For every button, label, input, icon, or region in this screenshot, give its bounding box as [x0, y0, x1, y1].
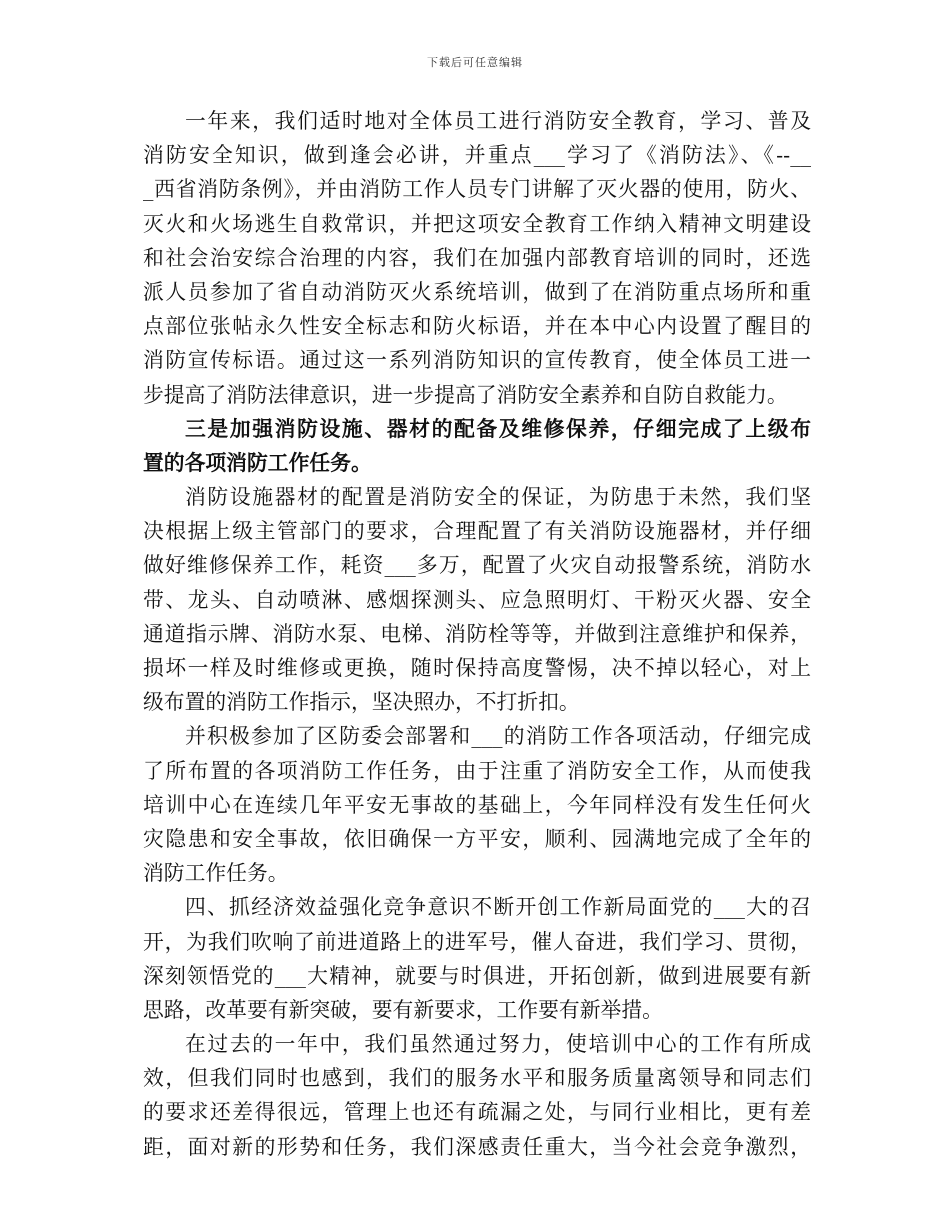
text-line: 派人员参加了省自动消防灭火系统培训，做到了在消防重点场所和重: [143, 279, 811, 304]
text-line: 点部位张帖永久性安全标志和防火标语，并在本中心内设置了醒目的: [143, 314, 811, 339]
text-line: 效，但我们同时也感到，我们的服务水平和服务质量离领导和同志们: [143, 1066, 811, 1091]
paragraph: [143, 104, 811, 412]
text-line: 消防设施器材的配置是消防安全的保证，为防患于未然，我们坚: [185, 485, 811, 510]
text-line: 在过去的一年中，我们虽然通过努力，使培训中心的工作有所成: [185, 1032, 811, 1057]
text-line: 灭火和火场逃生自救常识，并把这项安全教育工作纳入精神文明建设: [143, 211, 811, 236]
text-line: 灾隐患和安全事故，依旧确保一方平安，顺利、园满地完成了全年的: [143, 826, 811, 851]
text-line: 距，面对新的形势和任务，我们深感责任重大，当今社会竞争激烈，: [143, 1134, 811, 1159]
paragraph: [143, 1027, 811, 1164]
text-line: 开，为我们吹响了前进道路上的进军号，催人奋进，我们学习、贯彻，: [143, 929, 811, 954]
text-line: 做好维修保养工作，耗资___多万，配置了火灾自动报警系统，消防水: [143, 553, 811, 578]
text-line: 消防安全知识，做到逢会必讲，并重点___学习了《消防法》、《--__: [143, 143, 811, 168]
text-line: 的要求还差得很远，管理上也还有疏漏之处，与同行业相比，更有差: [143, 1100, 811, 1125]
text-line: _西省消防条例》，并由消防工作人员专门讲解了灭火器的使用，防火、: [143, 177, 811, 202]
document-body: [143, 104, 811, 1164]
paragraph: [143, 719, 811, 890]
text-line: 并积极参加了区防委会部署和___的消防工作各项活动，仔细完成: [185, 724, 811, 749]
text-line: 三是加强消防设施、器材的配备及维修保养，仔细完成了上级布: [185, 415, 811, 441]
text-line: 通道指示牌、消防水泵、电梯、消防栓等等，并做到注意维护和保养，: [143, 621, 811, 646]
text-line: 一年来，我们适时地对全体员工进行消防安全教育，学习、普及: [185, 109, 811, 133]
text-line: 消防工作任务。: [143, 861, 289, 886]
text-line: 步提高了消防法律意识，进一步提高了消防安全素养和自防自救能力。: [143, 382, 788, 407]
page-header: 下载后可任意编辑: [427, 56, 523, 69]
section-heading: [143, 412, 811, 480]
text-line: 消防宣传标语。通过这一系列消防知识的宣传教育，使全体员工进一: [143, 348, 811, 373]
text-line: 了所布置的各项消防工作任务，由于注重了消防安全工作，从而使我: [143, 758, 811, 783]
paragraph: [143, 890, 811, 1027]
text-line: 和社会治安综合治理的内容，我们在加强内部教育培训的同时，还选: [143, 245, 811, 270]
text-line: 思路，改革要有新突破，要有新要求，工作要有新举措。: [143, 997, 663, 1022]
text-line: 决根据上级主管部门的要求，合理配置了有关消防设施器材，并仔细: [143, 519, 811, 544]
text-line: 级布置的消防工作指示，坚决照办，不打折扣。: [143, 690, 580, 715]
text-line: 深刻领悟党的___大精神，就要与时俱进，开拓创新，做到进展要有新: [143, 963, 811, 988]
text-line: 损坏一样及时维修或更换，随时保持高度警惕，决不掉以轻心，对上: [143, 656, 811, 680]
text-line: 四、抓经济效益强化竞争意识不断开创工作新局面党的___大的召: [185, 895, 811, 920]
text-line: 置的各项消防工作任务。: [143, 449, 372, 475]
paragraph: [143, 480, 811, 719]
text-line: 培训中心在连续几年平安无事故的基础上，今年同样没有发生任何火: [143, 792, 811, 817]
text-line: 带、龙头、自动喷淋、感烟探测头、应急照明灯、干粉灭火器、安全: [143, 587, 811, 612]
